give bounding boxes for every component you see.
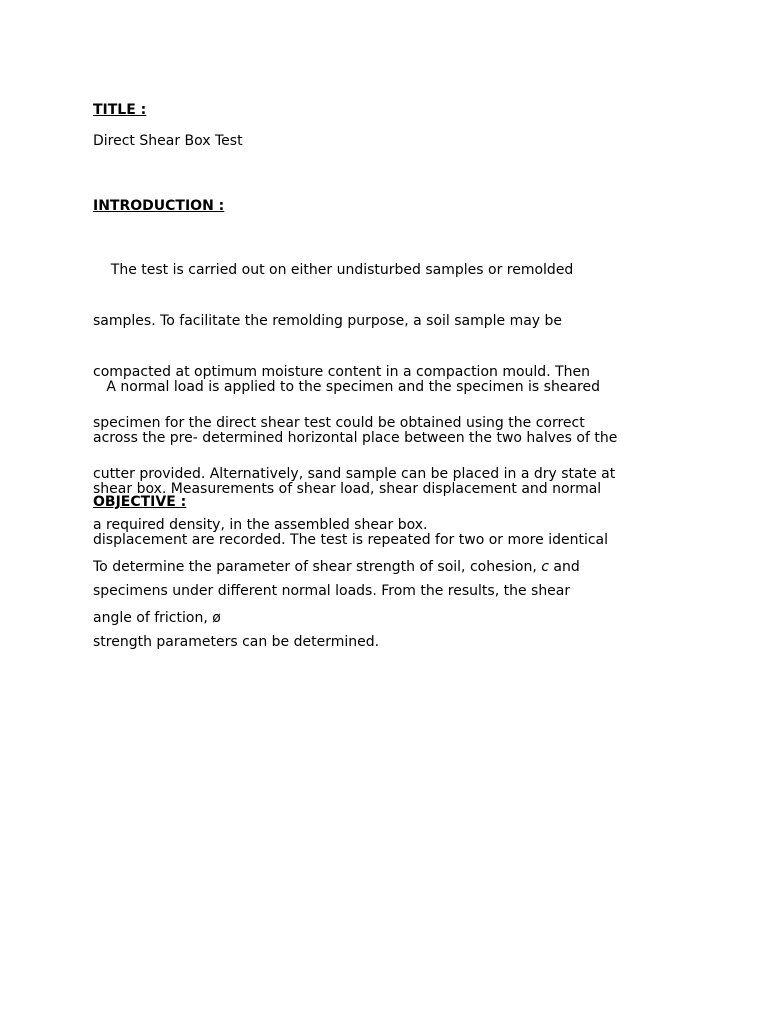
objective-line-2: angle of friction, ø xyxy=(93,610,221,626)
cohesion-symbol: c xyxy=(541,559,549,575)
paragraph-line: cutter provided. Alternatively, sand sample can be placed in a dry state at xyxy=(93,466,616,482)
paragraph-line: displacement are recorded. The test is repeated for two or more identical xyxy=(93,532,608,548)
paragraph-line: The test is carried out on either undisturbed samples or remolded xyxy=(93,262,574,278)
paragraph-line: strength parameters can be determined. xyxy=(93,634,380,650)
paragraph-line: a required density, in the assembled shear box. xyxy=(93,517,428,533)
paragraph-line: across the pre- determined horizontal place between the two halves of the xyxy=(93,430,618,446)
paragraph-line: samples. To facilitate the remolding purpose, a soil sample may be xyxy=(93,313,563,329)
paragraph-line: A normal load is applied to the specimen and the specimen is sheared xyxy=(93,379,600,395)
objective-text xyxy=(93,525,580,661)
objective-heading: OBJECTIVE : xyxy=(93,494,187,510)
objective-line1-suffix: and xyxy=(548,559,580,575)
paragraph-line: compacted at optimum moisture content in a compaction mould. Then xyxy=(93,364,590,380)
title-text: Direct Shear Box Test xyxy=(93,133,243,149)
paragraph-line: specimens under different normal loads. From the results, the shear xyxy=(93,583,571,599)
objective-line-1 xyxy=(93,559,580,576)
introduction-heading: INTRODUCTION : xyxy=(93,198,225,214)
title-heading: TITLE : xyxy=(93,102,147,118)
paragraph-line: shear box. Measurements of shear load, shear displacement and normal xyxy=(93,481,602,497)
objective-line1-prefix: To determine the parameter of shear strength of soil, cohesion, xyxy=(93,559,542,575)
paragraph-line: specimen for the direct shear test could be obtained using the correct xyxy=(93,415,585,431)
